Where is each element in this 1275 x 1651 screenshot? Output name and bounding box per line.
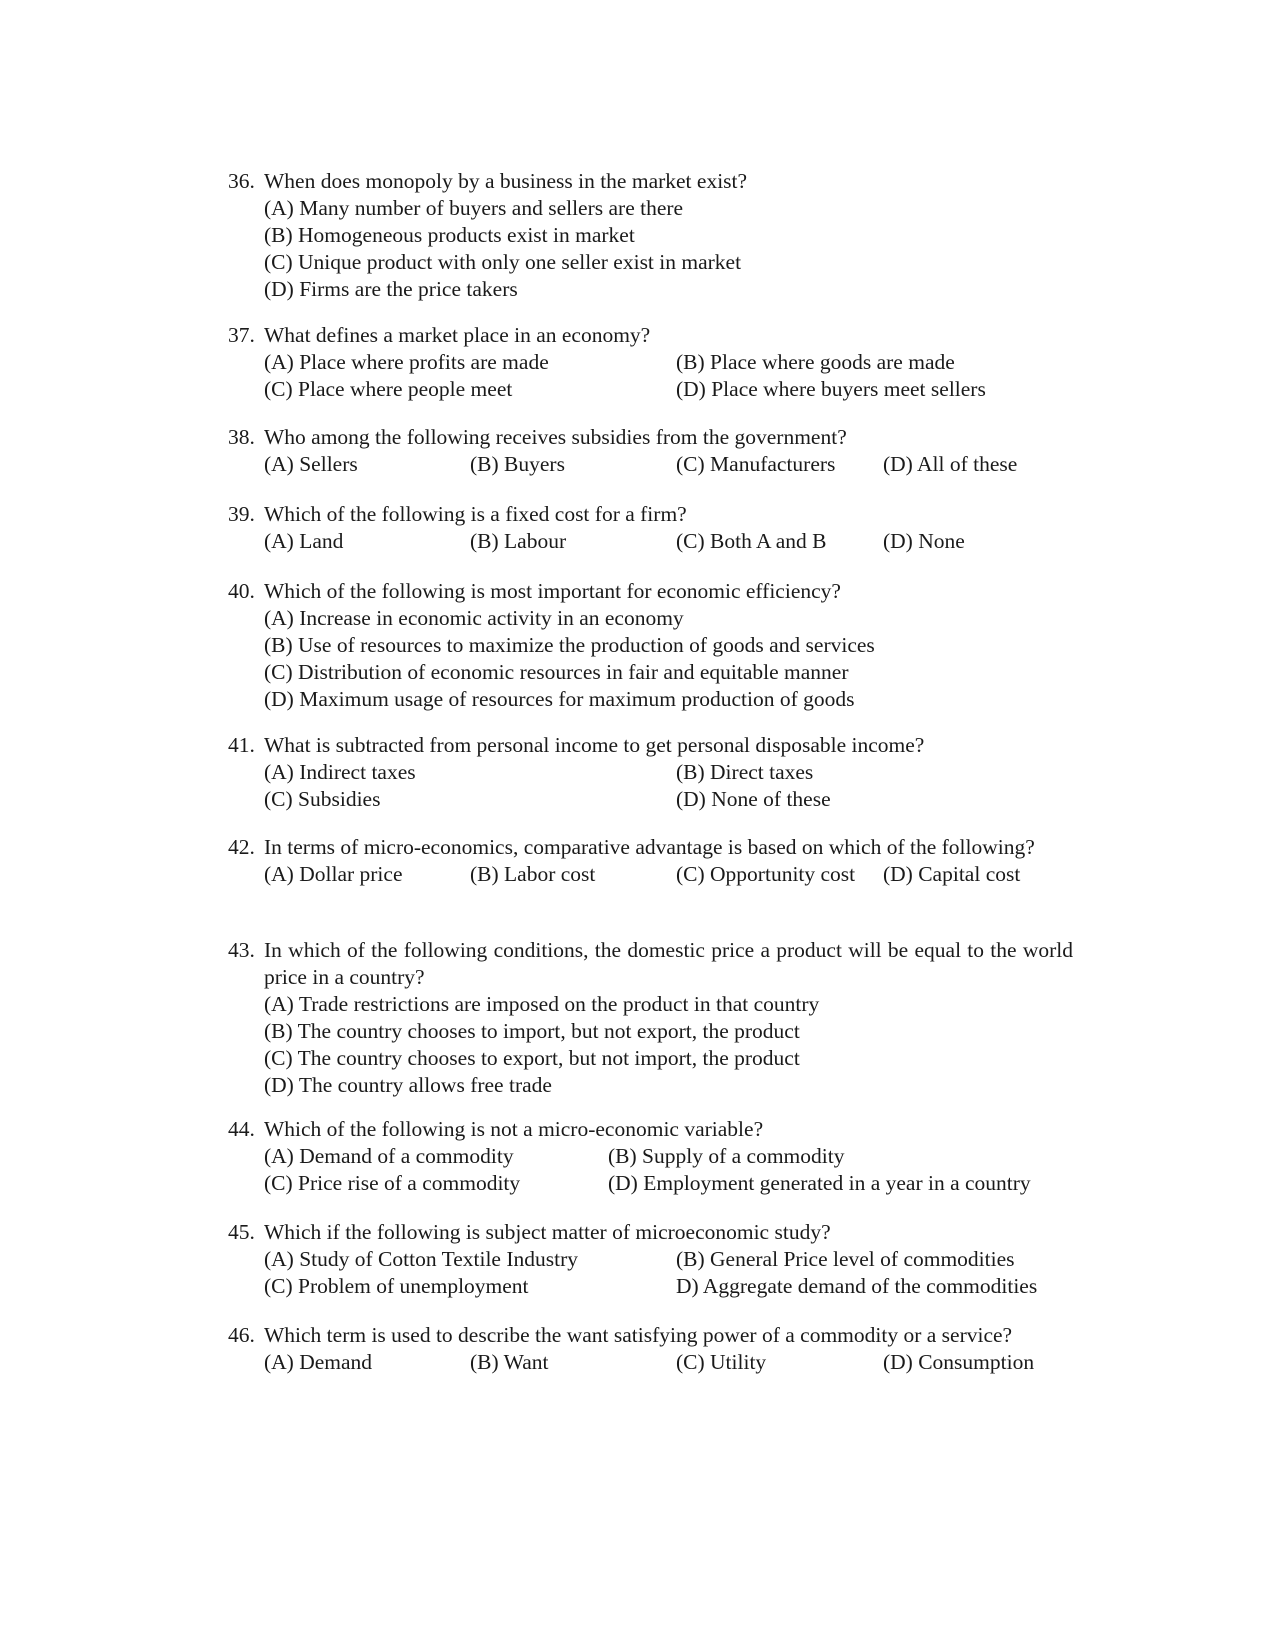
question-number: 46. [228, 1323, 255, 1347]
option-a: (A) Study of Cotton Textile Industry [264, 1247, 579, 1271]
question-number: 37. [228, 323, 255, 347]
question-number: 36. [228, 169, 255, 193]
option-c: (C) The country chooses to export, but not import, the product [264, 1046, 800, 1070]
question-text: Who among the following receives subsidies from the government? [264, 425, 847, 449]
question-number: 41. [228, 733, 255, 757]
option-c: (C) Distribution of economic resources in fair and equitable manner [264, 660, 849, 684]
option-b: (B) Labour [470, 529, 567, 553]
option-d: D) Aggregate demand of the commodities [676, 1274, 1038, 1298]
option-d: (D) None [883, 529, 965, 553]
option-c: (C) Opportunity cost [676, 862, 856, 886]
question-number: 42. [228, 835, 255, 859]
option-c: (C) Both A and B [676, 529, 827, 553]
option-a: (A) Land [264, 529, 344, 553]
option-d: (D) All of these [883, 452, 1018, 476]
option-d: (D) Maximum usage of resources for maximum production of goods [264, 687, 855, 711]
option-c: (C) Utility [676, 1350, 767, 1374]
option-d: (D) Employment generated in a year in a country [608, 1171, 1031, 1195]
option-b: (B) Homogeneous products exist in market [264, 223, 635, 247]
option-d: (D) Consumption [883, 1350, 1035, 1374]
question-text: Which if the following is subject matter of microeconomic study? [264, 1220, 831, 1244]
question-text: In which of the following conditions, the domestic price a product will be equal to the world price in a country? [264, 938, 1073, 989]
option-a: (A) Many number of buyers and sellers are there [264, 196, 684, 220]
option-d: (D) The country allows free trade [264, 1073, 552, 1097]
question-text: Which term is used to describe the want satisfying power of a commodity or a service? [264, 1323, 1013, 1347]
option-b: (B) Labor cost [470, 862, 596, 886]
option-c: (C) Price rise of a commodity [264, 1171, 521, 1195]
option-a: (A) Demand of a commodity [264, 1144, 514, 1168]
option-c: (C) Unique product with only one seller exist in market [264, 250, 742, 274]
option-d: (D) Firms are the price takers [264, 277, 518, 301]
option-b: (B) Place where goods are made [676, 350, 955, 374]
question-text: Which of the following is not a micro-economic variable? [264, 1117, 764, 1141]
question-45 [228, 1219, 1073, 1300]
question-44 [228, 1116, 1073, 1197]
question-text: Which of the following is most important for economic efficiency? [264, 579, 841, 603]
option-a: (A) Trade restrictions are imposed on the product in that country [264, 992, 820, 1016]
option-d: (D) Place where buyers meet sellers [676, 377, 986, 401]
question-text: In terms of micro-economics, comparative advantage is based on which of the following? [264, 835, 1035, 859]
option-b: (B) Direct taxes [676, 760, 814, 784]
question-number: 40. [228, 579, 255, 603]
option-b: (B) Want [470, 1350, 549, 1374]
question-number: 44. [228, 1117, 255, 1141]
option-b: (B) Supply of a commodity [608, 1144, 845, 1168]
option-b: (B) Buyers [470, 452, 565, 476]
question-46 [228, 1322, 1073, 1376]
question-40 [228, 578, 1073, 713]
question-text: What defines a market place in an economy? [264, 323, 651, 347]
option-c: (C) Manufacturers [676, 452, 836, 476]
question-38 [228, 424, 1073, 478]
question-41 [228, 732, 1073, 813]
option-c: (C) Problem of unemployment [264, 1274, 529, 1298]
question-number: 43. [228, 938, 255, 962]
question-text: What is subtracted from personal income to get personal disposable income? [264, 733, 925, 757]
option-a: (A) Indirect taxes [264, 760, 416, 784]
option-b: (B) Use of resources to maximize the production of goods and services [264, 633, 875, 657]
question-text: When does monopoly by a business in the market exist? [264, 169, 748, 193]
option-d: (D) Capital cost [883, 862, 1021, 886]
question-number: 38. [228, 425, 255, 449]
option-a: (A) Increase in economic activity in an economy [264, 606, 684, 630]
option-a: (A) Place where profits are made [264, 350, 549, 374]
question-43 [228, 937, 1073, 1099]
option-b: (B) The country chooses to import, but not export, the product [264, 1019, 800, 1043]
option-b: (B) General Price level of commodities [676, 1247, 1015, 1271]
question-36 [228, 168, 1073, 303]
option-c: (C) Subsidies [264, 787, 381, 811]
option-a: (A) Dollar price [264, 862, 403, 886]
option-c: (C) Place where people meet [264, 377, 513, 401]
question-37 [228, 322, 1073, 403]
question-number: 45. [228, 1220, 255, 1244]
question-42 [228, 834, 1073, 888]
question-text: Which of the following is a fixed cost for a firm? [264, 502, 687, 526]
question-39 [228, 501, 1073, 555]
option-a: (A) Sellers [264, 452, 358, 476]
question-number: 39. [228, 502, 255, 526]
option-a: (A) Demand [264, 1350, 373, 1374]
option-d: (D) None of these [676, 787, 831, 811]
